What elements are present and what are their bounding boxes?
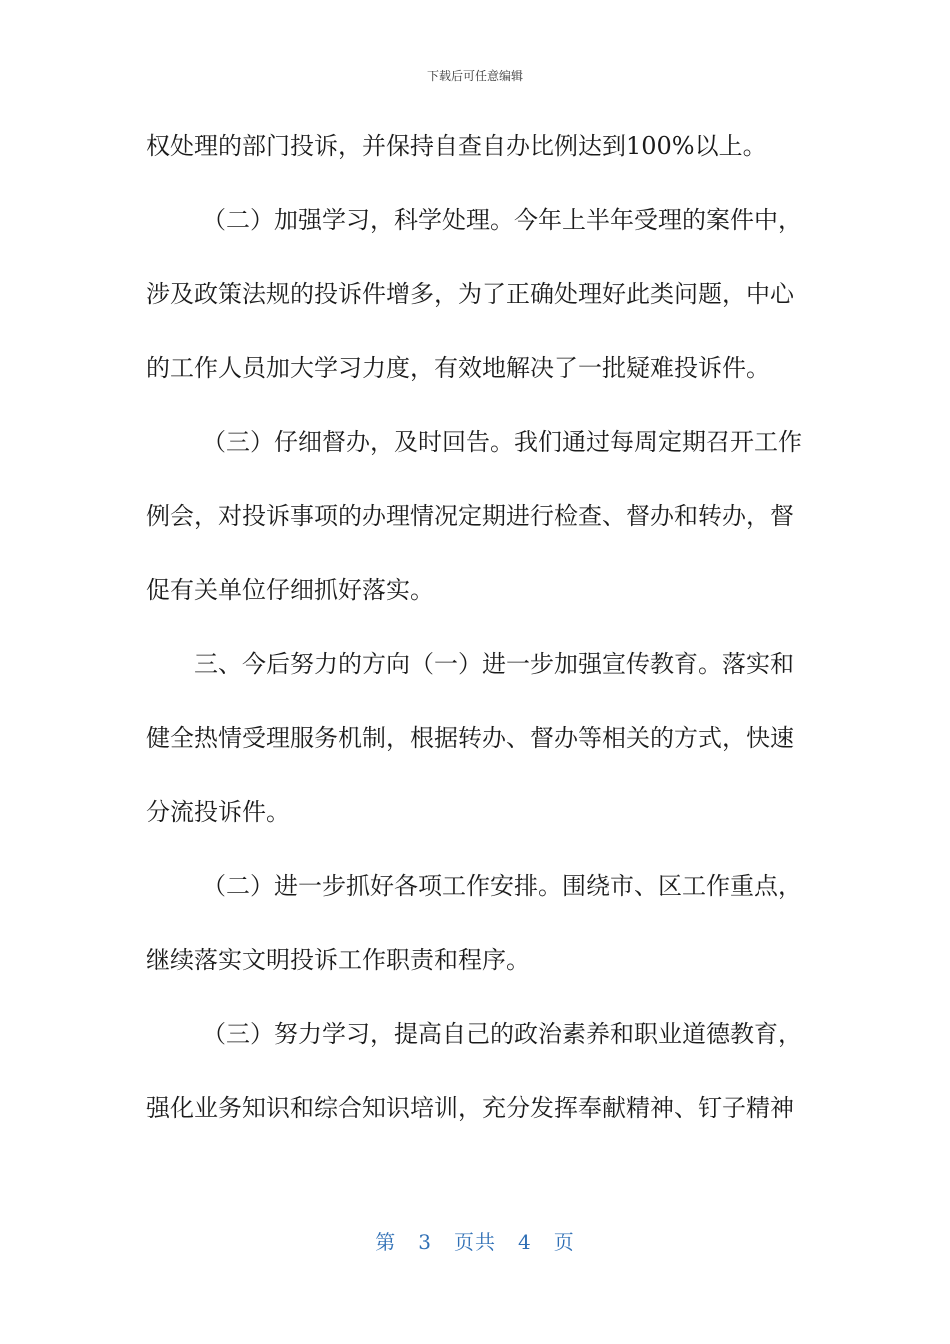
text-line: 的工作人员加大学习力度，有效地解决了一批疑难投诉件。 [146,354,770,382]
text-line: 权处理的部门投诉，并保持自查自办比例达到100%以上。 [146,132,767,160]
footer-total-pages: 4 [518,1230,532,1254]
footer-page-number: 3 [418,1230,432,1254]
footer-suffix: 页 [553,1230,575,1254]
text-line: （二）进一步抓好各项工作安排。围绕市、区工作重点， [202,872,802,900]
text-line: （三）仔细督办，及时回告。我们通过每周定期召开工作 [202,428,802,456]
footer-middle: 页共 [454,1230,496,1254]
text-line: 强化业务知识和综合知识培训，充分发挥奉献精神、钉子精神 [146,1094,794,1122]
footer-prefix: 第 [375,1230,397,1254]
text-line: 分流投诉件。 [146,798,290,826]
text-line: 健全热情受理服务机制，根据转办、督办等相关的方式，快速 [146,724,794,752]
text-line: （三）努力学习，提高自己的政治素养和职业道德教育， [202,1020,802,1048]
text-line: 促有关单位仔细抓好落实。 [146,576,434,604]
text-line: 三、今后努力的方向（一）进一步加强宣传教育。落实和 [194,650,794,678]
text-line: 例会，对投诉事项的办理情况定期进行检查、督办和转办，督 [146,502,794,530]
header-note: 下载后可任意编辑 [426,69,523,83]
text-line: 涉及政策法规的投诉件增多，为了正确处理好此类问题，中心 [146,280,794,308]
page-footer [0,1226,950,1255]
text-line: 继续落实文明投诉工作职责和程序。 [146,946,530,974]
text-line: （二）加强学习，科学处理。今年上半年受理的案件中， [202,206,802,234]
